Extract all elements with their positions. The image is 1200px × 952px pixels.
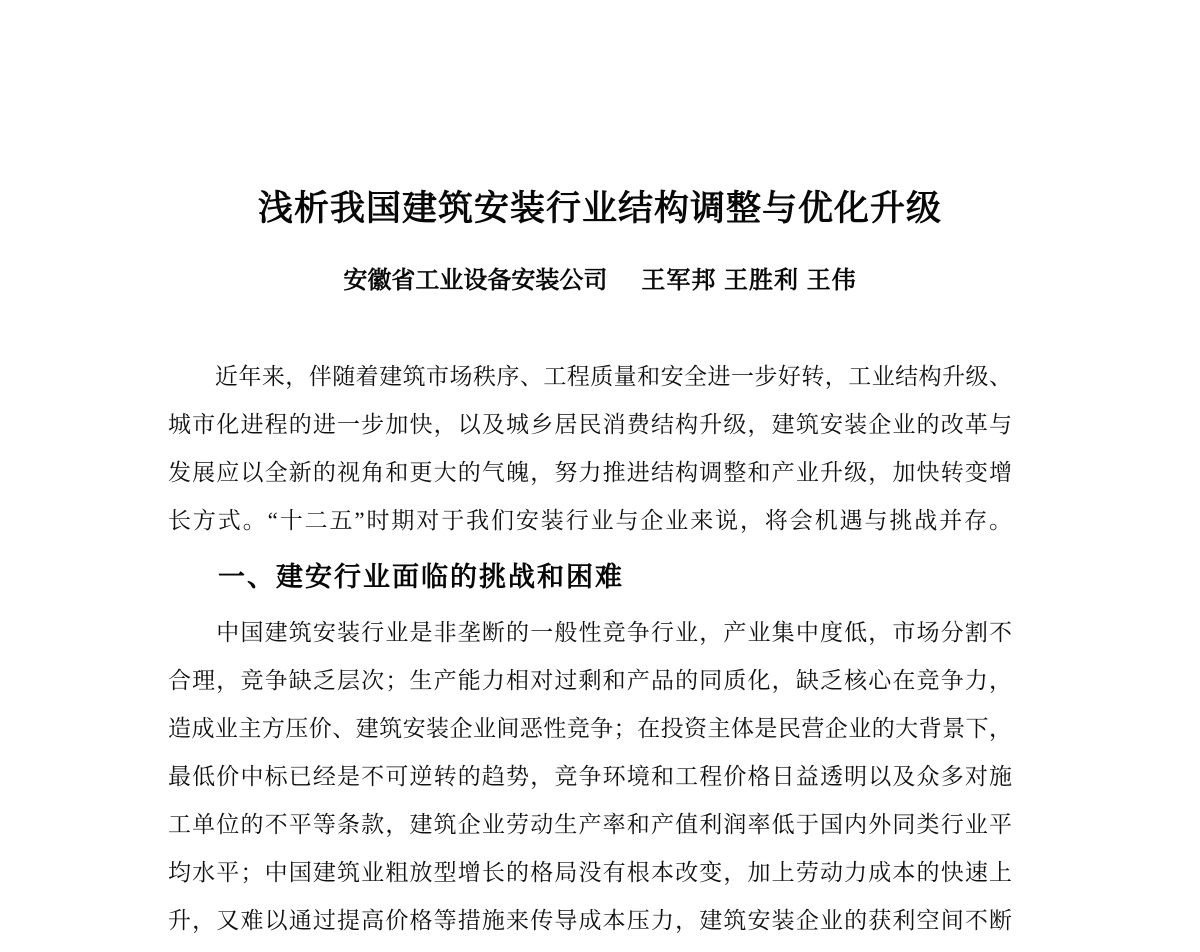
author-names: 王军邦 王胜利 王伟 xyxy=(641,267,857,294)
text-line: 均水平；中国建筑业粗放型增长的格局没有根本改变，加上劳动力成本的快速上 xyxy=(168,860,1012,885)
document-title: 浅析我国建筑安装行业结构调整与优化升级 xyxy=(257,189,942,228)
text-line: 城市化进程的进一步加快，以及城乡居民消费结构升级，建筑安装企业的改革与 xyxy=(168,412,1012,437)
text-line: 合理，竞争缺乏层次；生产能力相对过剩和产品的同质化，缺乏核心在竞争力， xyxy=(168,668,1012,693)
byline xyxy=(0,266,1200,296)
text-line: 最低价中标已经是不可逆转的趋势，竞争环境和工程价格日益透明以及众多对施 xyxy=(168,764,1012,789)
text-line: 中国建筑安装行业是非垄断的一般性竞争行业，产业集中度低，市场分割不 xyxy=(168,620,1012,645)
text-line: 造成业主方压价、建筑安装企业间恶性竞争；在投资主体是民营企业的大背景下， xyxy=(168,716,1012,741)
text-line: 发展应以全新的视角和更大的气魄，努力推进结构调整和产业升级，加快转变增 xyxy=(168,460,1012,485)
author-affiliation: 安徽省工业设备安装公司 xyxy=(343,267,608,294)
text-line: 近年来，伴随着建筑市场秩序、工程质量和安全进一步好转，工业结构升级、 xyxy=(168,364,1012,389)
text-line: 长方式。“十二五”时期对于我们安装行业与企业来说，将会机遇与挑战并存。 xyxy=(168,508,1012,533)
section-heading-1: 一、建安行业面临的挑战和困难 xyxy=(218,562,624,592)
text-line: 升，又难以通过提高价格等措施来传导成本压力，建筑安装企业的获利空间不断 xyxy=(168,908,1012,933)
text-line: 工单位的不平等条款，建筑企业劳动生产率和产值利润率低于国内外同类行业平 xyxy=(168,812,1012,837)
document-body xyxy=(0,353,1200,945)
